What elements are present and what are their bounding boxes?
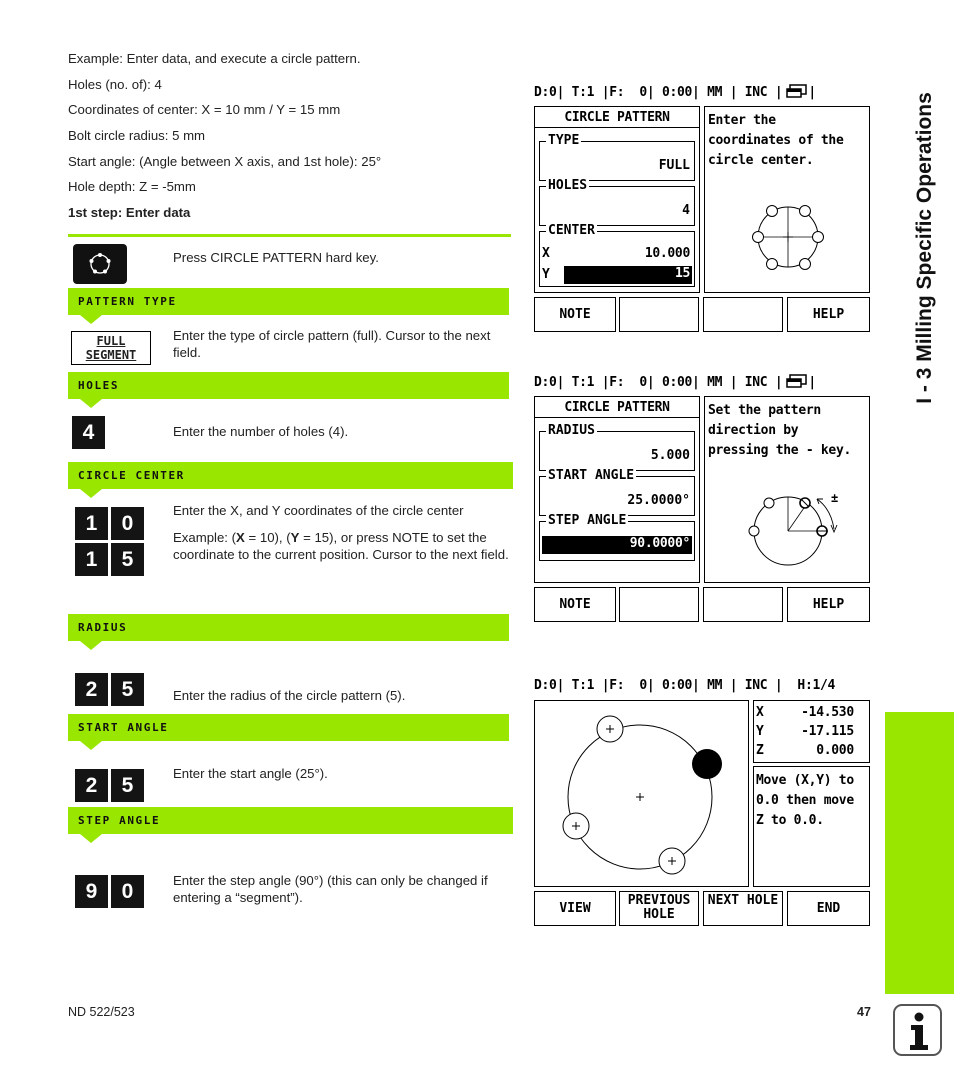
dro-screen-center [534,84,870,332]
example-text: Example: (X = 10), (Y = 15), or press NOTE to set the coordinate to the current position. Cursor to the next field. [173,530,509,562]
bar-label: STEP ANGLE [78,814,161,827]
help-softkey[interactable]: HELP [787,297,870,332]
x-position: X -14.530 [756,705,854,720]
step-angle-highlight[interactable]: 90.0000° [542,536,692,554]
key-2[interactable]: 2 [75,673,108,706]
graphic-view [534,700,749,887]
note-softkey[interactable]: NOTE [534,297,616,332]
note-softkey[interactable]: NOTE [534,587,616,622]
bar-arrow [80,489,102,498]
key-0[interactable]: 0 [111,507,144,540]
key-1[interactable]: 1 [75,543,108,576]
instruction-text: Enter the number of holes (4). [173,424,349,439]
help-text: Enter the coordinates of the circle center. [708,113,844,168]
chapter-marker [885,712,954,994]
bar-label: CIRCLE CENTER [78,469,185,482]
blank-softkey[interactable] [703,297,783,332]
start-angle-field[interactable]: START ANGLE 25.0000° [539,476,695,516]
circle-pattern-icon [73,244,127,284]
instruction-text: Enter the type of circle pattern (full). Cursor to the next field. [173,328,491,360]
bar-label: PATTERN TYPE [78,295,177,308]
help-text: Set the pattern direction by pressing the - key. [708,403,852,458]
input-form [534,396,700,583]
radius-bar [68,614,509,641]
instruction-text: Enter the step angle (90°) (this can only be changed if entering a “segment”). [173,873,488,905]
circle-pattern-key[interactable] [73,244,127,284]
help-panel [704,106,870,293]
status-bar: D:0| T:1 |F: 0| 0:00| MM | INC | | [534,375,816,390]
segment-key-label: SEGMENT [85,348,137,362]
instruction-text: Press CIRCLE PATTERN hard key. [173,250,379,265]
input-form [534,106,700,293]
key-2[interactable]: 2 [75,769,108,802]
key-4[interactable]: 4 [72,416,105,449]
intro-line: Coordinates of center: X = 10 mm / Y = 15 mm [68,102,341,117]
info-icon [893,1004,942,1056]
instruction-text: Enter the radius of the circle pattern (5). [173,688,406,703]
blank-softkey[interactable] [619,297,699,332]
full-segment-key[interactable] [71,331,151,365]
key-9[interactable]: 9 [75,875,108,908]
intro-line: Bolt circle radius: 5 mm [68,128,206,143]
holes-field[interactable]: HOLES 4 [539,186,695,226]
y-position: Y -17.115 [756,724,854,739]
key-5[interactable]: 5 [111,543,144,576]
end-softkey[interactable]: END [787,891,870,926]
instruction-text: Enter the X, and Y coordinates of the circle center [173,503,464,518]
step-angle-bar [68,807,513,834]
circle-pattern-diagram [745,192,835,282]
step-heading: 1st step: Enter data [68,205,191,220]
help-softkey[interactable]: HELP [787,587,870,622]
bolt-circle-graphic [535,701,748,886]
y-input-highlight[interactable]: 15 [564,266,692,284]
next-hole-softkey[interactable]: NEXT HOLE [703,891,783,926]
key-0[interactable]: 0 [111,875,144,908]
message-text: Move (X,Y) to 0.0 then move Z to 0.0. [756,773,854,828]
circle-center-bar [68,462,513,489]
status-bar: D:0| T:1 |F: 0| 0:00| MM | INC | H:1/4 [534,678,836,693]
previous-hole-softkey[interactable]: PREVIOUS HOLE [619,891,699,926]
z-position: Z 0.000 [756,743,854,758]
type-field[interactable]: TYPE FULL [539,141,695,181]
position-display [753,700,870,763]
window-icon [786,84,808,98]
status-bar: D:0| T:1 |F: 0| 0:00| MM | INC | | [534,85,816,100]
bar-arrow [80,641,102,650]
footer-model: ND 522/523 [68,1005,135,1019]
blank-softkey[interactable] [703,587,783,622]
radius-field[interactable]: RADIUS 5.000 [539,431,695,471]
step-angle-field[interactable]: STEP ANGLE 90.0000° [539,521,695,561]
bar-label: HOLES [78,379,120,392]
intro-line: Start angle: (Angle between X axis, and 1st hole): 25° [68,154,382,169]
instruction-text: Enter the start angle (25°). [173,766,328,781]
bar-arrow [80,399,102,408]
divider [68,234,511,237]
center-field[interactable]: CENTER X 10.000 Y 15 [539,231,695,287]
bar-arrow [80,315,102,324]
message-panel [753,766,870,887]
chapter-title: I - 3 Milling Specific Operations [913,92,936,404]
key-1[interactable]: 1 [75,507,108,540]
form-title: CIRCLE PATTERN [564,110,670,125]
form-title: CIRCLE PATTERN [564,400,670,415]
intro-line: Holes (no. of): 4 [68,77,162,92]
holes-bar [68,372,509,399]
chapter-tab [905,48,945,448]
bar-arrow [80,834,102,843]
key-5[interactable]: 5 [111,673,144,706]
intro-line: Example: Enter data, and execute a circle pattern. [68,51,361,66]
pattern-type-bar [68,288,509,315]
bar-label: RADIUS [78,621,128,634]
intro-line: Hole depth: Z = -5mm [68,179,196,194]
help-panel [704,396,870,583]
blank-softkey[interactable] [619,587,699,622]
dro-screen-radius [534,374,870,622]
full-key-label: FULL [96,334,126,348]
plus-minus-label: ± [831,491,839,505]
window-icon [786,374,808,388]
view-softkey[interactable]: VIEW [534,891,616,926]
key-5[interactable]: 5 [111,769,144,802]
page-number: 47 [857,1005,871,1019]
bar-arrow [80,741,102,750]
start-angle-bar [68,714,509,741]
bar-label: START ANGLE [78,721,169,734]
dro-screen-execute [534,678,870,928]
